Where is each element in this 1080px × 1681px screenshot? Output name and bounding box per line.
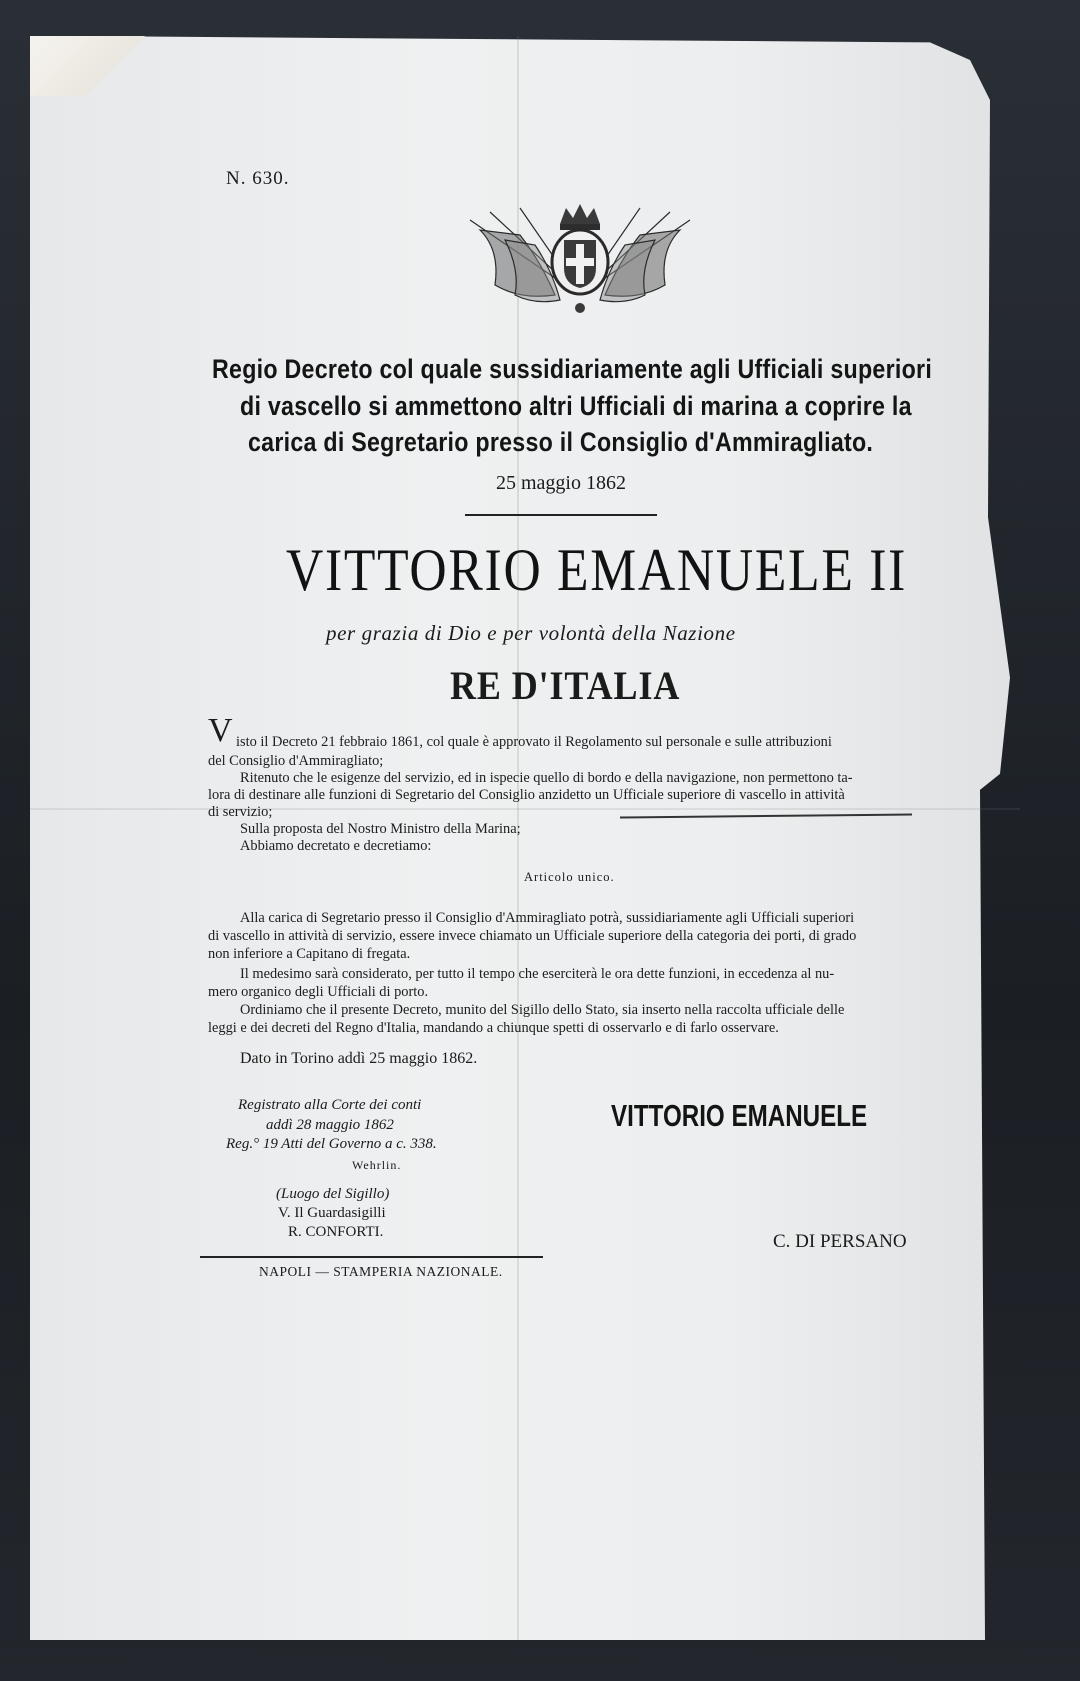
dato-line: Dato in Torino addì 25 maggio 1862. [240,1050,478,1067]
preamble-line-5: di servizio; [208,804,273,820]
folded-corner [30,36,160,96]
preamble-line-1: isto il Decreto 21 febbraio 1861, col quale è approvato il Regolamento sul personale e sulle attribuzioni [236,734,832,750]
article-line-4: Il medesimo sarà considerato, per tutto il tempo che eserciterà le ora dette funzioni, in eccedenza al nu- [240,966,835,982]
decree-date: 25 maggio 1862 [496,472,626,494]
drop-cap: V [208,712,233,749]
decree-title-line-2: di vascello si ammettono altri Ufficiali di marina a coprire la [240,391,912,421]
preamble-line-7: Abbiamo decretato e decretiamo: [240,838,432,854]
printer-divider [200,1256,543,1258]
royal-signature: VITTORIO EMANUELE [611,1098,868,1133]
seal-line-2: V. Il Guardasigilli [278,1205,386,1221]
horizontal-fold-line [30,808,1020,810]
seal-line-1: (Luogo del Sigillo) [276,1186,390,1202]
preamble-line-2: del Consiglio d'Ammiragliato; [208,753,384,769]
article-line-7: leggi e dei decreti del Regno d'Italia, mandando a chiunque spetti di osservarlo e di farlo osservare. [208,1020,779,1036]
seal-line-3: R. CONFORTI. [288,1224,384,1240]
registration-line-2: addì 28 maggio 1862 [266,1117,394,1133]
printer-imprint: NAPOLI — STAMPERIA NAZIONALE. [259,1264,503,1279]
article-line-3: non inferiore a Capitano di fregata. [208,946,411,962]
grazia-formula: per grazia di Dio e per volontà della Nazione [326,621,736,645]
article-line-2: di vascello in attività di servizio, essere invece chiamato un Ufficiale superiore della categoria dei porti, di grado [208,928,857,944]
registration-line-1: Registrato alla Corte dei conti [238,1097,422,1113]
registration-line-3: Reg.° 19 Atti del Governo a c. 338. [226,1136,437,1152]
decree-title-line-3: carica di Segretario presso il Consiglio d'Ammiragliato. [248,427,874,457]
preamble-line-6: Sulla proposta del Nostro Ministro della Marina; [240,821,521,837]
decree-title-line-1: Regio Decreto col quale sussidiariamente agli Ufficiali superiori [212,354,933,384]
savoy-crown-shield-flags-emblem [460,200,700,330]
article-line-5: mero organico degli Ufficiali di porto. [208,984,429,1000]
articolo-heading: Articolo unico. [524,870,615,884]
preamble-line-4: lora di destinare alle funzioni di Segretario del Consiglio anzidetto un Ufficiale superiore di vascello in attività [208,787,845,803]
decree-number: N. 630. [226,168,290,189]
registration-line-4: Wehrlin. [352,1158,402,1172]
title-divider [465,514,657,516]
countersignature: C. DI PERSANO [773,1231,907,1252]
article-line-1: Alla carica di Segretario presso il Consiglio d'Ammiragliato potrà, sussidiariamente agli Ufficiali superiori [240,910,855,926]
preamble-line-3: Ritenuto che le esigenze del servizio, ed in ispecie quello di bordo e della navigazione, non permettono ta- [240,770,853,786]
king-name: VITTORIO EMANUELE II [286,537,908,603]
article-line-6: Ordiniamo che il presente Decreto, munito del Sigillo dello Stato, sia inserto nella raccolta ufficiale delle [240,1002,845,1018]
re-ditalia: RE D'ITALIA [450,663,681,708]
